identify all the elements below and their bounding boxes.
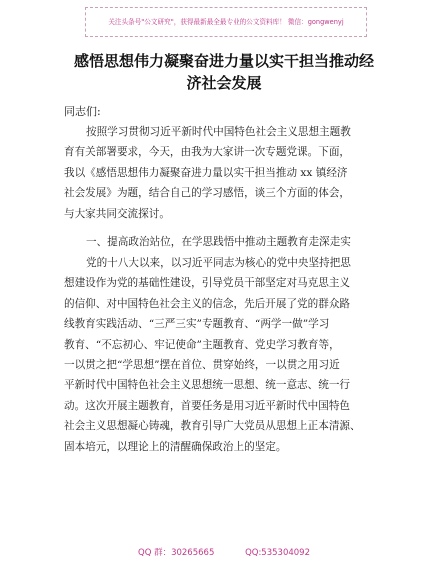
section-1-line: 教育、“不忘初心、牢记使命”主题教育、党史学习教育等， xyxy=(64,338,340,351)
section-1-line: 想建设作为党的基础性建设，引导党员干部坚定对马克思主义 xyxy=(64,277,351,290)
intro-line: 我以《感悟思想伟力凝聚奋进力量以实干担当推动 xx 镇经济 xyxy=(64,166,348,179)
document-title-line-1: 感悟思想伟力凝聚奋进力量以实干担当推动经 xyxy=(73,52,374,70)
footer-qq-group: QQ 群：30265665 xyxy=(138,548,215,558)
section-1-line: 平新时代中国特色社会主义思想统一思想、统一意志、统一行 xyxy=(64,379,351,392)
document-title-line-2: 济社会发展 xyxy=(186,74,262,92)
intro-line: 育有关部署要求，今天，由我为大家讲一次专题党课。下面， xyxy=(64,146,351,159)
promo-banner xyxy=(85,7,367,37)
footer-contact xyxy=(0,546,448,558)
section-1-line: 固本培元，以理论上的清醒确保政治上的坚定。 xyxy=(64,440,287,453)
intro-paragraph xyxy=(64,122,384,224)
document-title xyxy=(56,50,392,94)
section-1-heading: 一、提高政治站位，在学思践悟中推动主题教育走深走实 xyxy=(86,236,351,248)
intro-line: 与大家共同交流探讨。 xyxy=(64,207,170,220)
greeting: 同志们: xyxy=(64,105,101,118)
section-1-line: 党的十八大以来，以习近平同志为核心的党中央坚持把思 xyxy=(86,257,351,269)
section-1-line: 的信仰、对中国特色社会主义的信念，先后开展了党的群众路 xyxy=(64,297,351,310)
section-1-line: 动。这次开展主题教育，首要任务是用习近平新时代中国特色 xyxy=(64,399,351,412)
promo-banner-text: 关注头条号"公文研究"，获得最新最全最专业的公文资料库！ 微信：gongwenyj xyxy=(108,17,344,26)
footer-qq: QQ:535304092 xyxy=(245,548,310,558)
section-1-line: 线教育实践活动、“三严三实”专题教育、“两学一做”学习 xyxy=(64,318,330,331)
section-1-line: 社会主义思想凝心铸魂，教育引导广大党员从思想上正本清源、 xyxy=(64,420,361,433)
intro-line: 社会发展》为题，结合自己的学习感悟，谈三个方面的体会， xyxy=(64,187,351,200)
section-1-line: 一以贯之把“学思想”摆在首位、贯穿始终，一以贯之用习近 xyxy=(64,359,340,372)
section-1-paragraph xyxy=(64,253,384,457)
intro-line: 按照学习贯彻习近平新时代中国特色社会主义思想主题教 xyxy=(86,126,351,138)
